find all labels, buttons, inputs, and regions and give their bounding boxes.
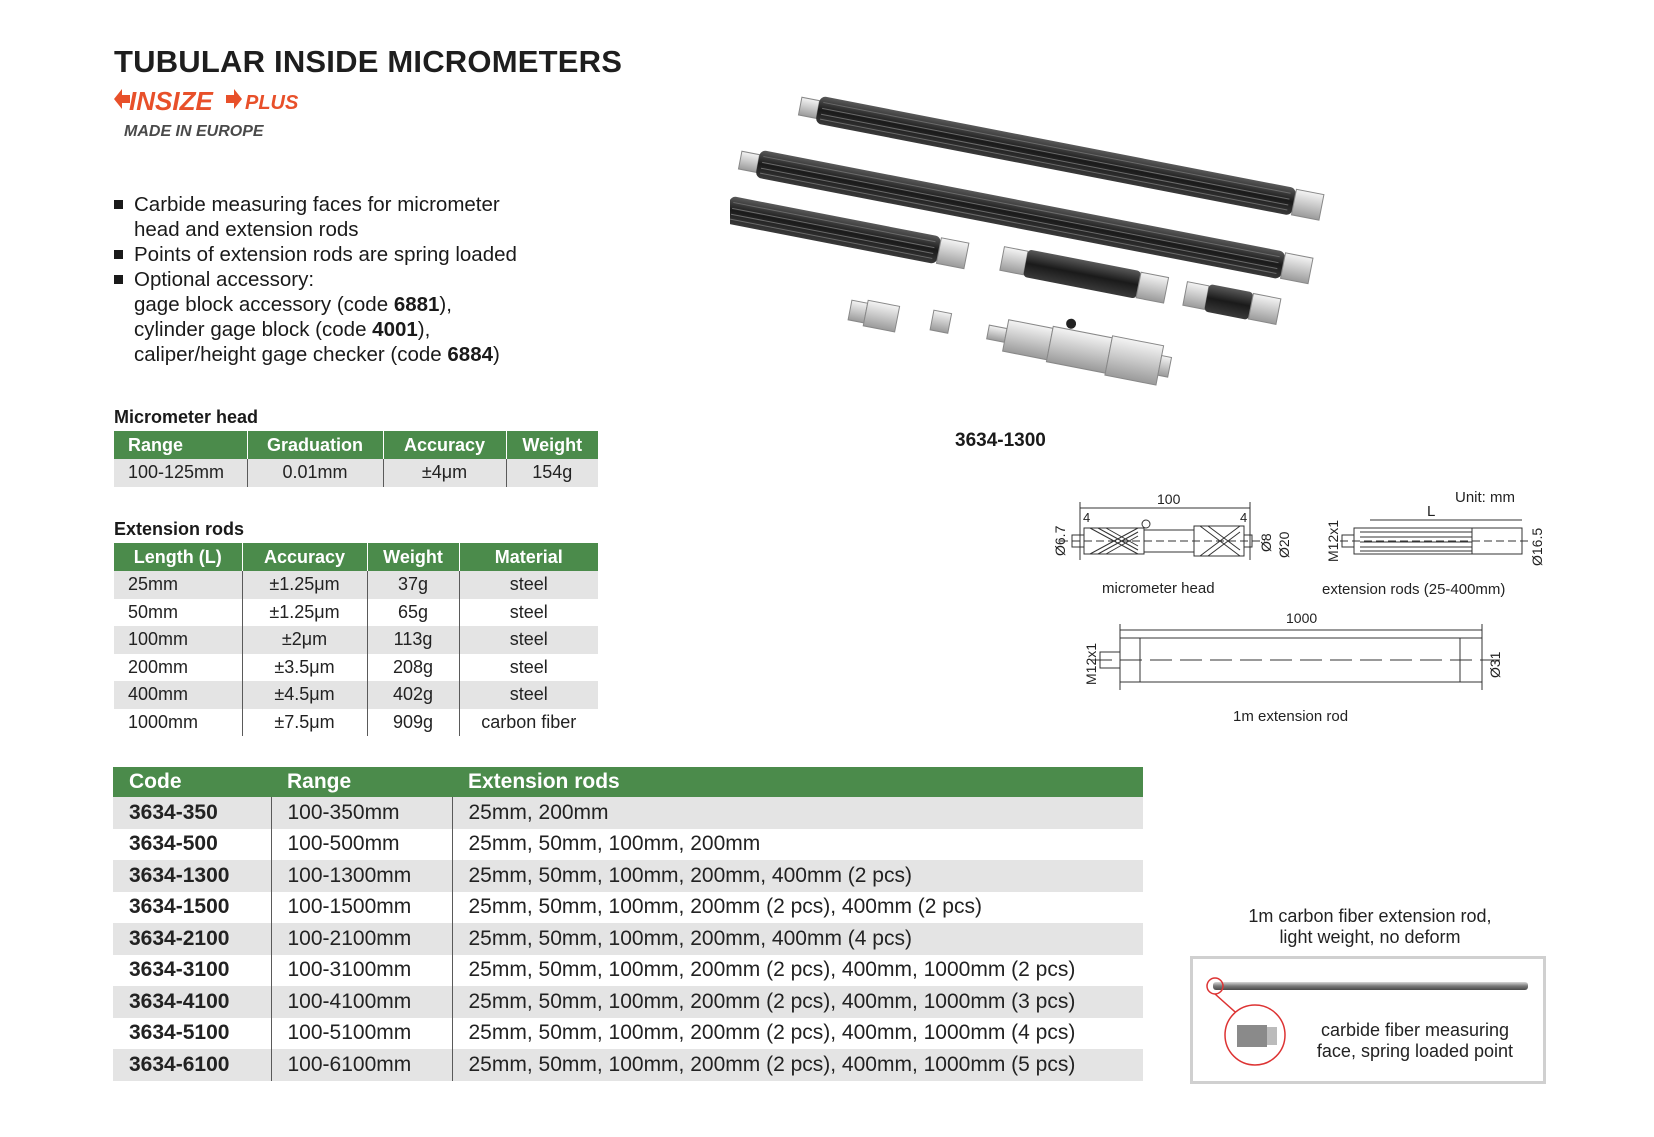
rod-dia-label: Ø16.5 — [1529, 527, 1545, 566]
feature-item — [114, 192, 517, 242]
rods-cell: 25mm, 50mm, 100mm, 200mm — [452, 829, 1143, 861]
one-meter-rod-drawing — [1090, 624, 1500, 690]
carbon-rod-image — [1213, 982, 1528, 990]
code-cell: 3634-5100 — [113, 1018, 271, 1050]
column-header: Range — [271, 767, 452, 797]
m-caption: 1m extension rod — [1233, 708, 1349, 725]
code-cell: 3634-350 — [113, 797, 271, 829]
order-codes-table — [113, 767, 1143, 1081]
table-row — [113, 829, 1143, 861]
table-cell: 1000mm — [114, 709, 242, 737]
accessory-code: 4001 — [372, 318, 418, 341]
feature-list — [114, 192, 517, 367]
table-cell: 65g — [367, 599, 459, 627]
extension-rod-image — [999, 245, 1168, 304]
table-cell: 0.01mm — [247, 459, 383, 487]
table-cell: 100mm — [114, 626, 242, 654]
column-header: Extension rods — [452, 767, 1143, 797]
range-cell: 100-350mm — [271, 797, 452, 829]
brand-logo — [114, 86, 334, 144]
table-row — [114, 459, 598, 487]
rods-cell: 25mm, 50mm, 100mm, 200mm (2 pcs), 400mm, 1000mm (5 pcs) — [452, 1049, 1143, 1081]
table-header-row — [113, 767, 1143, 797]
range-cell: 100-3100mm — [271, 955, 452, 987]
caption-line: light weight, no deform — [1279, 927, 1461, 947]
head-tick-label: 4 — [1240, 510, 1248, 525]
carbon-fiber-caption — [1190, 906, 1550, 948]
bullet-square-icon — [114, 275, 123, 284]
range-cell: 100-2100mm — [271, 923, 452, 955]
table-row — [113, 1049, 1143, 1081]
accessory-text: gage block accessory (code — [134, 293, 394, 316]
accessory-code: 6881 — [393, 293, 440, 316]
column-header: Accuracy — [242, 543, 367, 571]
rods-cell: 25mm, 50mm, 100mm, 200mm (2 pcs), 400mm, 1000mm (3 pcs) — [452, 986, 1143, 1018]
table-row — [113, 955, 1143, 987]
table-cell: 25mm — [114, 571, 242, 599]
table-cell: ±4.5μm — [242, 681, 367, 709]
table-row — [114, 709, 598, 737]
m-dia-label: Ø31 — [1487, 651, 1503, 678]
unit-label: Unit: mm — [1455, 490, 1515, 506]
table-cell: ±1.25μm — [242, 571, 367, 599]
table-cell: 37g — [367, 571, 459, 599]
table-cell: steel — [459, 654, 598, 682]
carbon-fiber-detail — [1300, 1020, 1530, 1062]
code-cell: 3634-2100 — [113, 923, 271, 955]
brand-logo-text: INSIZE — [129, 86, 213, 116]
micrometer-head-table — [114, 431, 598, 487]
column-header: Weight — [367, 543, 459, 571]
micrometer-head-image — [984, 304, 1175, 387]
photo-model-label: 3634-1300 — [955, 430, 1046, 451]
table-cell: 113g — [367, 626, 459, 654]
table-row — [114, 654, 598, 682]
head-dia-label: Ø20 — [1276, 531, 1292, 558]
table-cell: steel — [459, 626, 598, 654]
extension-rods-label: Extension rods — [114, 519, 245, 539]
range-cell: 100-5100mm — [271, 1018, 452, 1050]
table-cell: ±4μm — [383, 459, 506, 487]
table-row — [114, 681, 598, 709]
code-cell: 3634-1300 — [113, 860, 271, 892]
code-cell: 3634-6100 — [113, 1049, 271, 1081]
table-cell: 909g — [367, 709, 459, 737]
column-header: Range — [114, 431, 247, 459]
accessory-text: ), — [417, 318, 431, 341]
page-title: TUBULAR INSIDE MICROMETERS — [114, 44, 623, 79]
head-dia-label: Ø8 — [1258, 533, 1274, 552]
table-header-row — [114, 543, 598, 571]
range-cell: 100-6100mm — [271, 1049, 452, 1081]
range-cell: 100-1300mm — [271, 860, 452, 892]
accessory-code: 6884 — [447, 343, 493, 366]
table-row — [113, 797, 1143, 829]
feature-item — [114, 242, 517, 267]
head-length-label: 100 — [1157, 491, 1181, 507]
code-cell: 3634-1500 — [113, 892, 271, 924]
table-cell: 400mm — [114, 681, 242, 709]
head-dia-label: Ø6.7 — [1052, 525, 1068, 556]
feature-text: Points of extension rods are spring loaded — [134, 243, 517, 266]
adapter-image — [848, 297, 900, 332]
column-header: Weight — [506, 431, 598, 459]
nut-image — [930, 310, 951, 333]
range-cell: 100-1500mm — [271, 892, 452, 924]
table-cell: carbon fiber — [459, 709, 598, 737]
head-tick-label: 4 — [1083, 510, 1091, 525]
code-cell: 3634-4100 — [113, 986, 271, 1018]
column-header: Material — [459, 543, 598, 571]
brand-made-in: MADE IN EUROPE — [124, 123, 264, 140]
column-header: Code — [113, 767, 271, 797]
table-cell: 200mm — [114, 654, 242, 682]
accessory-text: cylinder gage block (code — [134, 318, 373, 341]
column-header: Graduation — [247, 431, 383, 459]
caption-line: 1m carbon fiber extension rod, — [1248, 906, 1492, 926]
detail-line: face, spring loaded point — [1316, 1041, 1514, 1061]
column-header: Accuracy — [383, 431, 506, 459]
table-cell: ±7.5μm — [242, 709, 367, 737]
table-cell: ±1.25μm — [242, 599, 367, 627]
table-cell: 50mm — [114, 599, 242, 627]
rod-length-label: L — [1427, 503, 1436, 520]
accessory-text: ) — [493, 343, 500, 366]
table-row — [113, 923, 1143, 955]
bullet-square-icon — [114, 200, 123, 209]
micrometer-head-drawing — [1060, 502, 1265, 560]
code-cell: 3634-500 — [113, 829, 271, 861]
m-length-label: 1000 — [1286, 610, 1318, 626]
brand-plus-text: PLUS — [245, 92, 299, 114]
feature-text: Carbide measuring faces for micrometer — [134, 193, 500, 216]
table-row — [114, 599, 598, 627]
extension-rod-image — [798, 92, 1325, 221]
rods-cell: 25mm, 50mm, 100mm, 200mm (2 pcs), 400mm, 1000mm (2 pcs) — [452, 955, 1143, 987]
table-cell: steel — [459, 681, 598, 709]
column-header: Length (L) — [114, 543, 242, 571]
rods-cell: 25mm, 200mm — [452, 797, 1143, 829]
rods-cell: 25mm, 50mm, 100mm, 200mm, 400mm (4 pcs) — [452, 923, 1143, 955]
product-photo — [730, 90, 1390, 410]
rods-cell: 25mm, 50mm, 100mm, 200mm (2 pcs), 400mm, 1000mm (4 pcs) — [452, 1018, 1143, 1050]
bullet-square-icon — [114, 250, 123, 259]
detail-line: carbide fiber measuring — [1320, 1020, 1510, 1040]
table-header-row — [114, 431, 598, 459]
feature-text: head and extension rods — [134, 218, 359, 241]
table-row — [113, 1018, 1143, 1050]
rods-cell: 25mm, 50mm, 100mm, 200mm, 400mm (2 pcs) — [452, 860, 1143, 892]
extension-rod-image — [1182, 280, 1281, 326]
accessory-text: ), — [439, 293, 452, 316]
table-row — [113, 986, 1143, 1018]
micrometer-head-label: Micrometer head — [114, 407, 259, 427]
rod-thread-label: M12x1 — [1325, 519, 1341, 562]
table-cell: steel — [459, 599, 598, 627]
technical-drawings — [1040, 490, 1560, 750]
rod-caption: extension rods (25-400mm) — [1322, 581, 1506, 598]
table-row — [113, 860, 1143, 892]
feature-item — [114, 267, 517, 367]
range-cell: 100-4100mm — [271, 986, 452, 1018]
table-cell: ±2μm — [242, 626, 367, 654]
head-caption: micrometer head — [1102, 580, 1215, 597]
table-row — [114, 626, 598, 654]
table-cell: steel — [459, 571, 598, 599]
range-cell: 100-500mm — [271, 829, 452, 861]
table-row — [113, 892, 1143, 924]
table-cell: 208g — [367, 654, 459, 682]
rods-cell: 25mm, 50mm, 100mm, 200mm (2 pcs), 400mm (2 pcs) — [452, 892, 1143, 924]
extension-rods-table — [114, 543, 598, 736]
m-thread-label: M12x1 — [1083, 642, 1099, 685]
feature-text: Optional accessory: — [134, 268, 315, 291]
table-row — [114, 571, 598, 599]
table-cell: ±3.5μm — [242, 654, 367, 682]
code-cell: 3634-3100 — [113, 955, 271, 987]
table-cell: 402g — [367, 681, 459, 709]
extension-rod-drawing — [1340, 520, 1530, 554]
table-cell: 100-125mm — [114, 459, 247, 487]
accessory-text: caliper/height gage checker (code — [134, 343, 448, 366]
table-cell: 154g — [506, 459, 598, 487]
